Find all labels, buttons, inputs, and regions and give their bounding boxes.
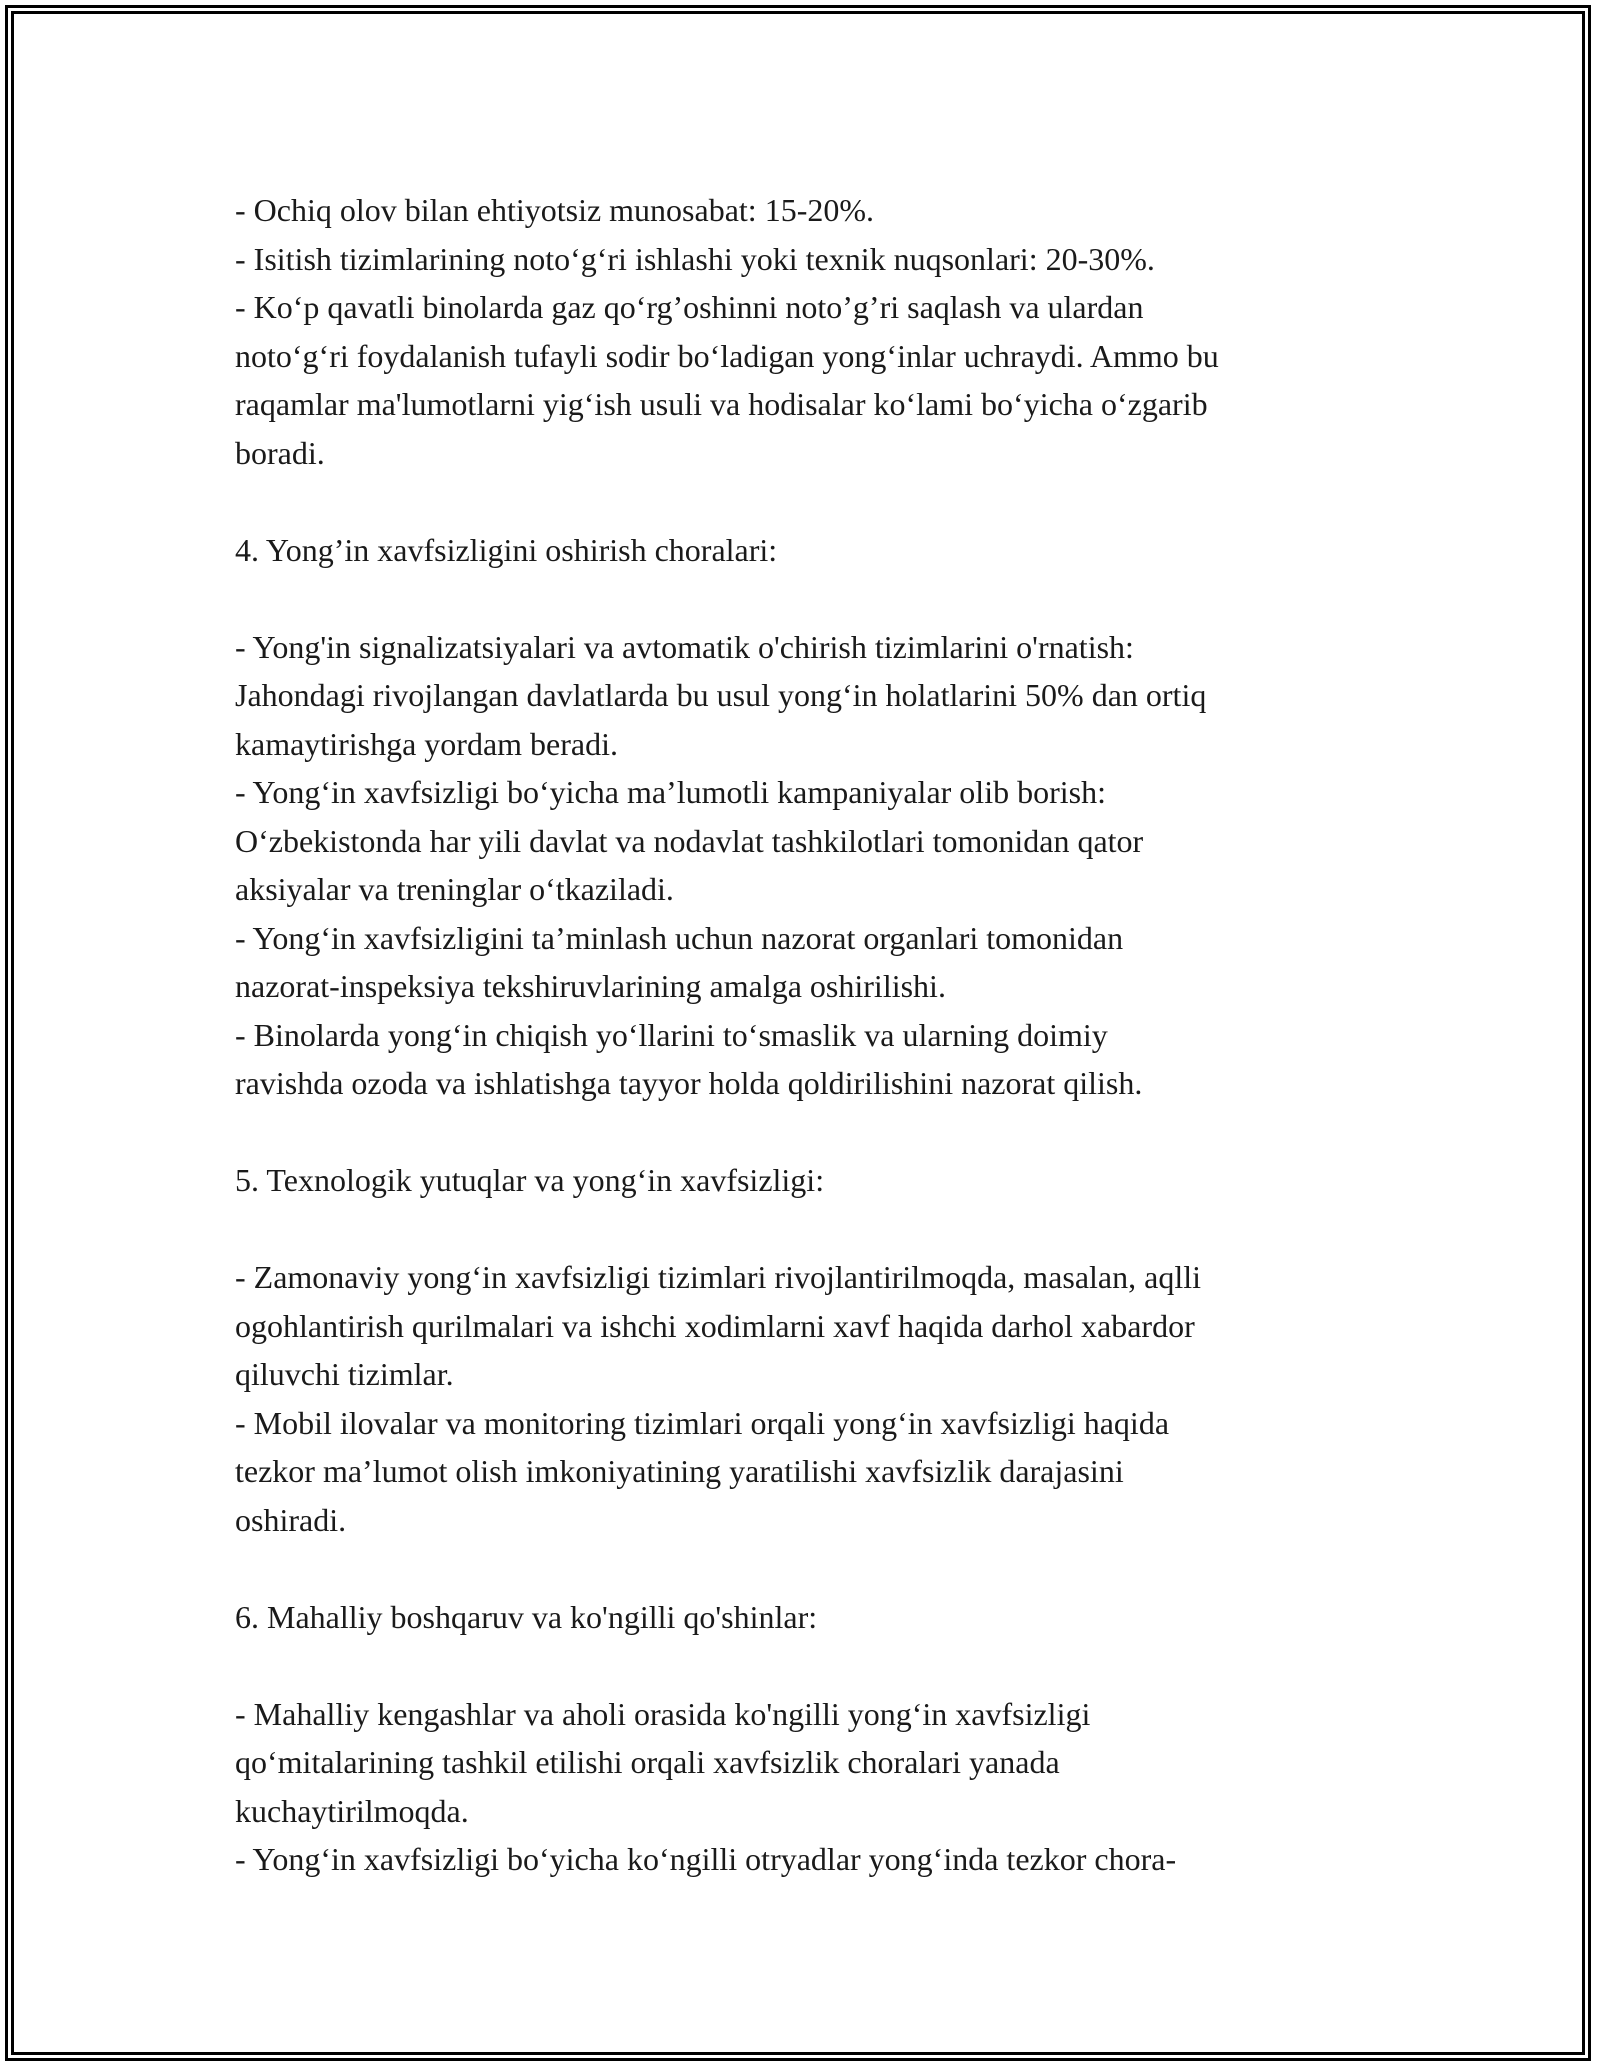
text-line: O‘zbekistonda har yili davlat va nodavlat tashkilotlari tomonidan qator (235, 822, 1144, 859)
text-line: boradi. (235, 434, 325, 471)
text-line: qiluvchi tizimlar. (235, 1356, 454, 1392)
text-line: ogohlantirish qurilmalari va ishchi xodimlarni xavf haqida darhol xabardor (235, 1307, 1195, 1344)
document-body (235, 186, 1375, 1884)
text-line: nazorat-inspeksiya tekshiruvlarining amalga oshirilishi. (235, 968, 946, 1004)
text-line: aksiyalar va treninglar o‘tkaziladi. (235, 871, 674, 907)
paragraph-gap (235, 1641, 1375, 1690)
text-line: ravishda ozoda va ishlatishga tayyor holda qoldirilishini nazorat qilish. (235, 1065, 1143, 1101)
text-line: - Mahalliy kengashlar va aholi orasida ko'ngilli yong‘in xavfsizligi (235, 1695, 1091, 1732)
text-line: - Mobil ilovalar va monitoring tizimlari orqali yong‘in xavfsizligi haqida (235, 1404, 1170, 1441)
section-heading: 4. Yong’in xavfsizligini oshirish choralari: (235, 531, 778, 568)
paragraph-gap (235, 1544, 1375, 1593)
text-line: - Yong‘in xavfsizligini ta’minlash uchun nazorat organlari tomonidan (235, 919, 1124, 956)
text-line: - Ko‘p qavatli binolarda gaz qo‘rg’oshinni noto’g’ri saqlash va ulardan (235, 289, 1144, 325)
text-line: noto‘g‘ri foydalanish tufayli sodir bo‘ladigan yong‘inlar uchraydi. Ammo bu (235, 337, 1219, 374)
text-line: - Zamonaviy yong‘in xavfsizligi tizimlari rivojlantirilmoqda, masalan, aqlli (235, 1259, 1201, 1295)
text-line: oshiradi. (235, 1501, 347, 1538)
text-line: - Yong'in signalizatsiyalari va avtomatik o'chirish tizimlarini o'rnatish: (235, 628, 1134, 665)
paragraph-gap (235, 1205, 1375, 1254)
section-heading: 5. Texnologik yutuqlar va yong‘in xavfsizligi: (235, 1162, 825, 1198)
text-line: - Yong‘in xavfsizligi bo‘yicha ko‘ngilli otryadlar yong‘inda tezkor chora- (235, 1841, 1177, 1877)
text-line: qo‘mitalarining tashkil etilishi orqali xavfsizlik choralari yanada (235, 1744, 1060, 1780)
text-line: tezkor ma’lumot olish imkoniyatining yaratilishi xavfsizlik darajasini (235, 1453, 1124, 1489)
paragraph-gap (235, 574, 1375, 623)
text-line: - Yong‘in xavfsizligi bo‘yicha ma’lumotli kampaniyalar olib borish: (235, 774, 1106, 810)
text-line: - Isitish tizimlarining noto‘g‘ri ishlashi yoki texnik nuqsonlari: 20-30%. (235, 240, 1155, 277)
paragraph-gap (235, 477, 1375, 526)
text-line: kuchaytirilmoqda. (235, 1792, 469, 1829)
text-line: Jahondagi rivojlangan davlatlarda bu usul yong‘in holatlarini 50% dan ortiq (235, 677, 1207, 713)
text-line: - Ochiq olov bilan ehtiyotsiz munosabat: 15-20%. (235, 192, 874, 228)
text-line: kamaytirishga yordam beradi. (235, 725, 618, 762)
paragraph-gap (235, 1108, 1375, 1157)
text-line: - Binolarda yong‘in chiqish yo‘llarini to‘smaslik va ularning doimiy (235, 1016, 1108, 1053)
section-heading: 6. Mahalliy boshqaruv va ko'ngilli qo'shinlar: (235, 1598, 818, 1635)
text-line: raqamlar ma'lumotlarni yig‘ish usuli va hodisalar ko‘lami bo‘yicha o‘zgarib (235, 386, 1208, 422)
